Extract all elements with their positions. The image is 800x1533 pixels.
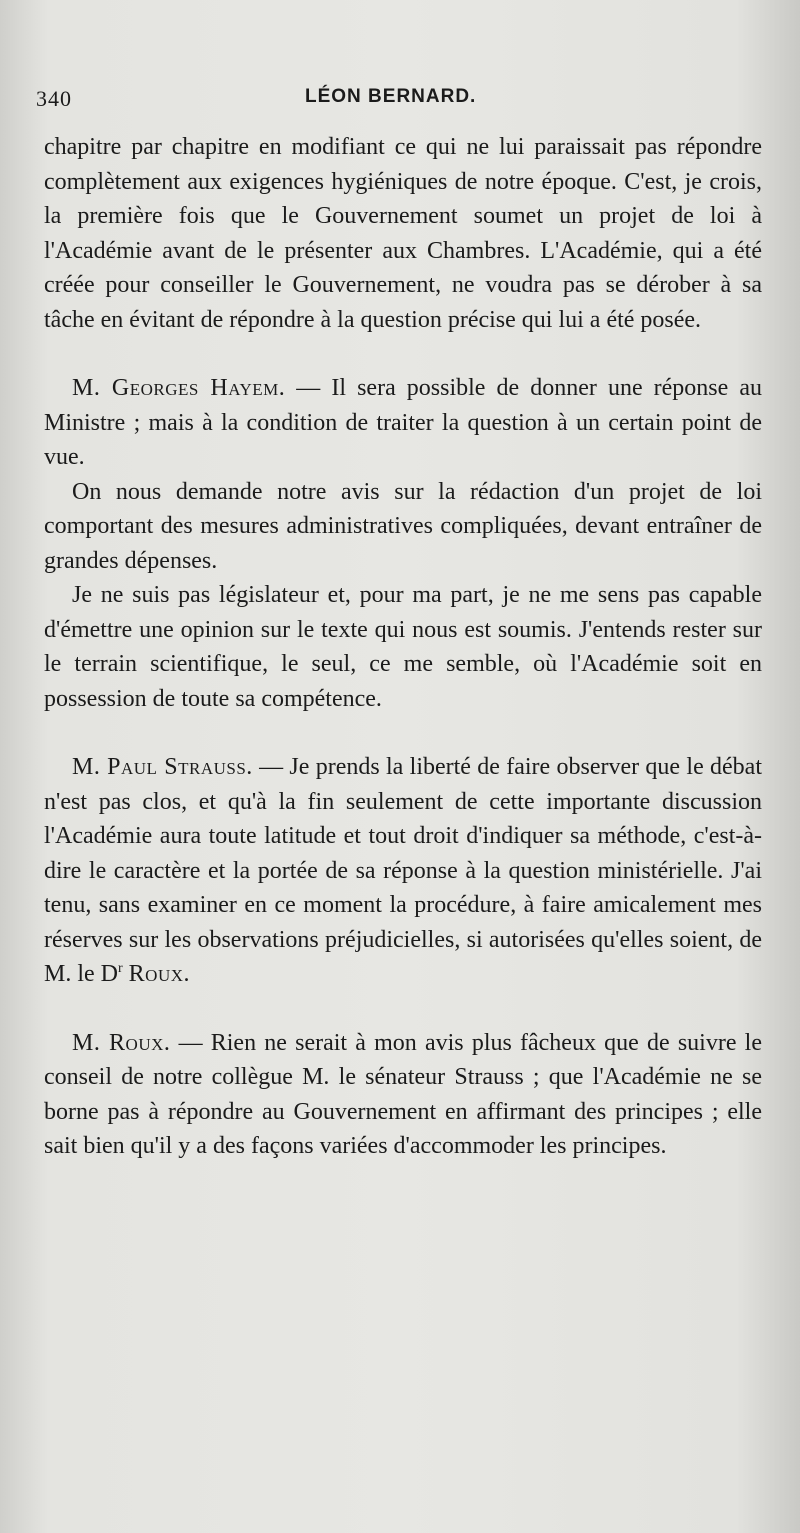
paragraph-text: — Je prends la liberté de faire observer que le débat n'est pas clos, et qu'à la fin seulement de cette importante discussion l'Académie aura toute latitude et tout droit d'indiquer sa méthode, c'est-à-dire le caractère et la portée de sa réponse à la question ministérielle. J'ai tenu, sans examiner en ce moment la procédure, à faire amicalement mes réserves sur les observations préjudicielles, si autorisées qu'elles soient, de M. le D (44, 754, 763, 987)
cited-name: Roux (128, 961, 184, 987)
running-head: LÉON BERNARD. (305, 86, 477, 107)
superscript: r (118, 961, 123, 976)
speaker-name: M. Roux. (72, 1029, 171, 1056)
paragraph-text: On nous demande notre avis sur la rédaction d'un projet de loi comportant des mesures administratives compliquées, devant entraîner de grandes dépenses. (44, 478, 762, 574)
paragraph-text: — Rien ne serait à mon avis plus fâcheux que de suivre le conseil de notre collègue M. le sénateur Strauss ; que l'Académie ne se borne pas à répondre au Gouvernement en affirmant des principes ; elle sait bien qu'il y a des façons variées d'accommoder les principes. (44, 1029, 762, 1159)
paragraph-text-block (44, 578, 762, 716)
paragraph-text-block (44, 475, 762, 579)
paragraph-strauss (44, 750, 762, 992)
paragraph-continuation (44, 130, 762, 337)
paragraph-roux (44, 1026, 762, 1164)
paragraph-text: chapitre par chapitre en modifiant ce qui ne lui paraissait pas répondre complètement aux exigences hygiéniques de notre époque. C'est, je crois, la première fois que le Gouvernement soumet un projet de loi à l'Académie avant de le présenter aux Chambres. L'Académie, qui a été créée pour conseiller le Gouvernement, ne voudra pas se dérober à sa tâche en évitant de répondre à la question précise qui lui a été posée. (44, 134, 762, 333)
sentence-end: . (183, 961, 190, 987)
paragraph-text: Je ne suis pas législateur et, pour ma part, je ne me sens pas capable d'émettre une opinion sur le texte qui nous est soumis. J'entends rester sur le terrain scientifique, le seul, ce me semble, où l'Académie soit en possession de toute sa compétence. (44, 582, 762, 712)
page-number: 340 (36, 86, 72, 111)
speaker-name: M. Georges Hayem. (72, 375, 286, 401)
paragraph-hayem (44, 371, 762, 475)
page-header (0, 86, 800, 114)
paragraph-text: — Il sera possible de donner une réponse au Ministre ; mais à la condition de traiter la question à un certain point de vue. (44, 375, 763, 470)
body-text (44, 130, 762, 1164)
speaker-name: M. Paul Strauss. (72, 754, 253, 780)
